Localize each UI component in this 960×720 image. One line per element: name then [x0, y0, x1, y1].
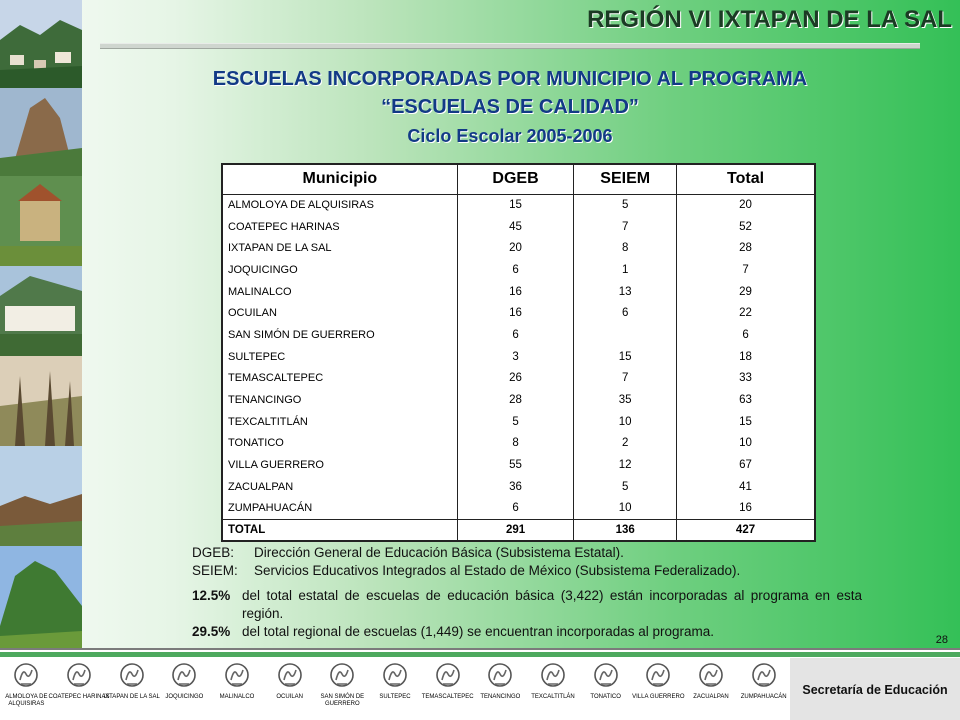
seiem-cell: 5: [574, 476, 677, 498]
stat-text: del total estatal de escuelas de educación básica (3,422) están incorporadas al programa en esta región.: [242, 588, 862, 621]
total-dgeb: 291: [457, 519, 574, 541]
town-landscape-photo: [0, 0, 82, 88]
municipio-cell: OCUILAN: [222, 302, 457, 324]
stat-state-percentage: [192, 587, 862, 623]
title-divider: [100, 43, 920, 49]
dgeb-cell: 6: [457, 259, 574, 281]
total-cell: 16: [677, 498, 815, 520]
stat-regional-percentage: [192, 623, 862, 641]
definition-text: Servicios Educativos Integrados al Estado de México (Subsistema Federalizado).: [254, 563, 741, 578]
program-name: “ESCUELAS DE CALIDAD”: [381, 96, 639, 118]
schools-table: [221, 163, 816, 542]
table-row: [222, 259, 815, 281]
header-municipio: Municipio: [222, 164, 457, 194]
seiem-cell: 35: [574, 389, 677, 411]
total-cell: 6: [677, 324, 815, 346]
header-dgeb: DGEB: [457, 164, 574, 194]
municipio-cell: ZACUALPAN: [222, 476, 457, 498]
table-row: [222, 411, 815, 433]
seiem-cell: 13: [574, 281, 677, 303]
municipality-glyph-label: SAN SIMÓN DE GUERRERO: [320, 694, 365, 707]
seiem-cell: 8: [574, 237, 677, 259]
san-simon-glyph-icon: [327, 660, 357, 692]
joquicingo-glyph-icon: [169, 660, 199, 692]
total-cell: 33: [677, 368, 815, 390]
municipio-cell: ZUMPAHUACÁN: [222, 498, 457, 520]
total-cell: 20: [677, 194, 815, 216]
definition-key: DGEB:: [192, 545, 235, 560]
dgeb-cell: 5: [457, 411, 574, 433]
municipality-glyph-label: TEMASCALTEPEC: [421, 694, 474, 700]
municipio-cell: TEXCALTITLÁN: [222, 411, 457, 433]
seiem-cell: 15: [574, 346, 677, 368]
municipio-cell: TENANCINGO: [222, 389, 457, 411]
tonatico-glyph-icon: [591, 660, 621, 692]
municipality-glyph-label: IXTAPAN DE LA SAL: [103, 694, 160, 700]
footer-stripe: [0, 652, 960, 657]
municipality-glyph: [733, 660, 795, 701]
dgeb-cell: 15: [457, 194, 574, 216]
total-cell: 52: [677, 216, 815, 238]
agency-name: Secretaría de Educación: [790, 658, 960, 720]
statistics-notes: [192, 587, 862, 641]
dgeb-cell: 16: [457, 302, 574, 324]
seiem-cell: 2: [574, 433, 677, 455]
municipio-cell: ALMOLOYA DE ALQUISIRAS: [222, 194, 457, 216]
table-row: [222, 389, 815, 411]
table-row: [222, 368, 815, 390]
total-cell: 67: [677, 454, 815, 476]
total-cell: 22: [677, 302, 815, 324]
table-header-row: [222, 164, 815, 194]
dgeb-cell: 26: [457, 368, 574, 390]
region-title: REGIÓN VI IXTAPAN DE LA SAL: [587, 6, 952, 33]
total-cell: 63: [677, 389, 815, 411]
dgeb-cell: 16: [457, 281, 574, 303]
zacualpan-glyph-icon: [696, 660, 726, 692]
dgeb-cell: 36: [457, 476, 574, 498]
dry-forest-photo: [0, 356, 82, 446]
temascaltepec-glyph-icon: [433, 660, 463, 692]
municipality-glyph-label: JOQUICINGO: [165, 694, 204, 700]
total-cell: 10: [677, 433, 815, 455]
municipio-cell: VILLA GUERRERO: [222, 454, 457, 476]
sultepec-glyph-icon: [380, 660, 410, 692]
photo-strip: [0, 0, 82, 650]
rock-mountain-photo: [0, 88, 82, 176]
school-year: Ciclo Escolar 2005-2006: [407, 126, 613, 146]
header-total: Total: [677, 164, 815, 194]
total-cell: 18: [677, 346, 815, 368]
table-row: [222, 194, 815, 216]
dgeb-cell: 20: [457, 237, 574, 259]
dgeb-cell: 8: [457, 433, 574, 455]
municipality-glyph-label: VILLA GUERRERO: [632, 694, 685, 700]
table-row: [222, 324, 815, 346]
header-seiem: SEIEM: [574, 164, 677, 194]
church-photo: [0, 176, 82, 266]
municipio-cell: TEMASCALTEPEC: [222, 368, 457, 390]
footer-bar: [0, 648, 960, 720]
green-hill-photo: [0, 546, 82, 650]
municipality-glyph-label: ZACUALPAN: [693, 694, 729, 700]
total-cell: 29: [677, 281, 815, 303]
ixtapan-glyph-icon: [117, 660, 147, 692]
municipality-glyph-label: SULTEPEC: [379, 694, 411, 700]
total-seiem: 136: [574, 519, 677, 541]
municipio-cell: IXTAPAN DE LA SAL: [222, 237, 457, 259]
definition-dgeb: [192, 544, 740, 562]
villa-guerrero-glyph-icon: [643, 660, 673, 692]
municipality-glyph-label: ZUMPAHUACÁN: [740, 694, 787, 700]
table-row: [222, 476, 815, 498]
table-row: [222, 216, 815, 238]
dgeb-cell: 6: [457, 498, 574, 520]
definition-key: SEIEM:: [192, 563, 238, 578]
page-number: 28: [935, 634, 948, 646]
seiem-cell: 5: [574, 194, 677, 216]
dgeb-cell: 45: [457, 216, 574, 238]
table-row: [222, 346, 815, 368]
table-row: [222, 237, 815, 259]
total-cell: 28: [677, 237, 815, 259]
coatepec-glyph-icon: [64, 660, 94, 692]
total-cell: 7: [677, 259, 815, 281]
dgeb-cell: 3: [457, 346, 574, 368]
plaza-photo: [0, 266, 82, 356]
stat-percent: 29.5%: [192, 624, 231, 639]
page-title: ESCUELAS INCORPORADAS POR MUNICIPIO AL PROGRAMA: [212, 68, 808, 90]
tenancingo-glyph-icon: [485, 660, 515, 692]
municipality-glyph-label: TEXCALTITLÁN: [531, 694, 575, 700]
total-cell: 41: [677, 476, 815, 498]
seiem-cell: 6: [574, 302, 677, 324]
dgeb-cell: 6: [457, 324, 574, 346]
table-row: [222, 498, 815, 520]
table-row: [222, 454, 815, 476]
table-row: [222, 433, 815, 455]
seiem-cell: [574, 324, 677, 346]
municipio-cell: SAN SIMÓN DE GUERRERO: [222, 324, 457, 346]
dgeb-cell: 28: [457, 389, 574, 411]
stat-percent: 12.5%: [192, 588, 231, 603]
municipality-glyph-label: TONATICO: [590, 694, 621, 700]
seiem-cell: 7: [574, 216, 677, 238]
seiem-cell: 10: [574, 411, 677, 433]
municipality-glyph-label: COATEPEC HARINAS: [48, 694, 110, 700]
zumpahuacan-glyph-icon: [749, 660, 779, 692]
total-label: TOTAL: [222, 519, 457, 541]
municipality-glyph-label: MALINALCO: [219, 694, 255, 700]
dgeb-cell: 55: [457, 454, 574, 476]
seiem-cell: 1: [574, 259, 677, 281]
municipio-cell: COATEPEC HARINAS: [222, 216, 457, 238]
seiem-cell: 7: [574, 368, 677, 390]
municipio-cell: SULTEPEC: [222, 346, 457, 368]
total-cell: 15: [677, 411, 815, 433]
table-row: [222, 302, 815, 324]
malinalco-glyph-icon: [222, 660, 252, 692]
definition-text: Dirección General de Educación Básica (Subsistema Estatal).: [254, 545, 624, 560]
almoloya-glyph-icon: [11, 660, 41, 692]
stat-text: del total regional de escuelas (1,449) se encuentran incorporadas al programa.: [242, 624, 715, 639]
municipality-glyph-label: OCUILAN: [276, 694, 303, 700]
definition-seiem: [192, 562, 740, 580]
total-row: [222, 519, 815, 541]
seiem-cell: 10: [574, 498, 677, 520]
table-row: [222, 281, 815, 303]
valley-photo: [0, 446, 82, 546]
municipio-cell: MALINALCO: [222, 281, 457, 303]
seiem-cell: 12: [574, 454, 677, 476]
municipio-cell: TONATICO: [222, 433, 457, 455]
texcaltitlan-glyph-icon: [538, 660, 568, 692]
municipality-glyph-row: [0, 660, 790, 720]
grand-total: 427: [677, 519, 815, 541]
municipality-glyph-label: TENANCINGO: [480, 694, 521, 700]
ocuilan-glyph-icon: [275, 660, 305, 692]
municipality-glyph-label: ALMOLOYA DE ALQUISIRAS: [5, 694, 48, 707]
abbreviation-definitions: [192, 544, 740, 580]
municipio-cell: JOQUICINGO: [222, 259, 457, 281]
